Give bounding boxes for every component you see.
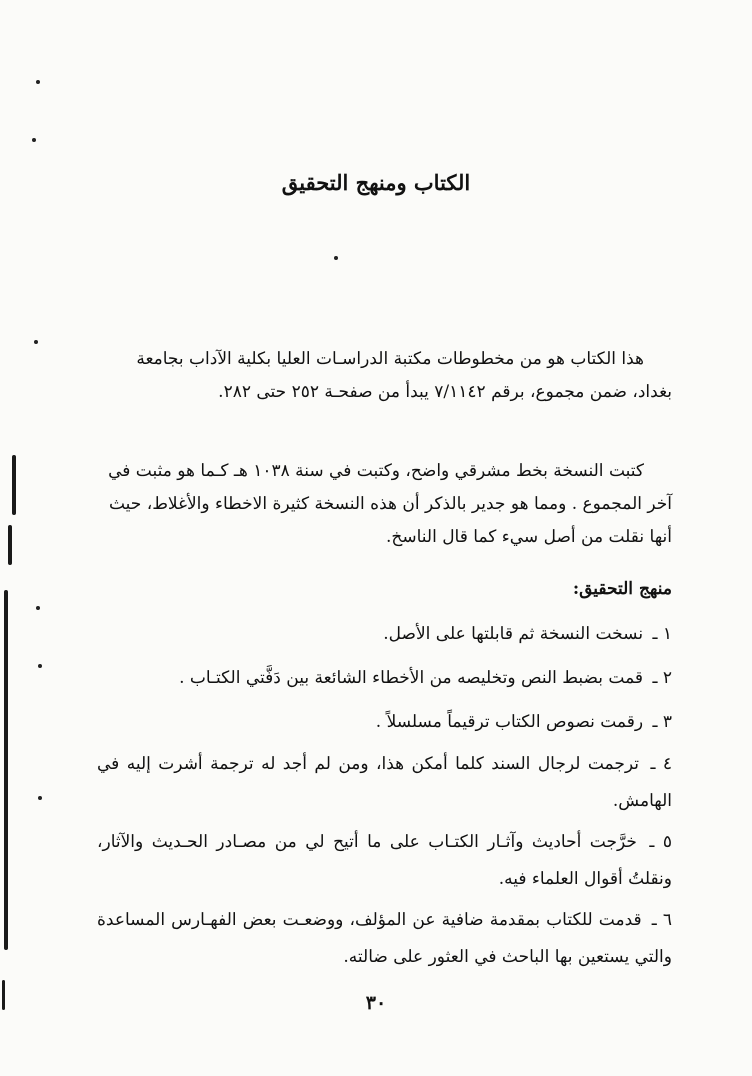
page-number: ٣٠ xyxy=(365,992,387,1014)
scan-dot xyxy=(38,664,42,668)
list-item-3 xyxy=(97,704,672,741)
list-item-4 xyxy=(97,746,672,820)
list-item-5 xyxy=(97,824,672,898)
scan-edge-mark xyxy=(8,525,12,565)
item-text: قدمت للكتاب بمقدمة ضافية عن المؤلف، ووضعـت بعض الفهـارس المساعدة والتي يستعين بها الباحث في العثور على ضالته. xyxy=(97,910,672,967)
scan-edge-mark xyxy=(12,455,16,515)
item-number: ٦ ـ xyxy=(651,910,672,930)
item-text: قمت بضبط النص وتخليصه من الأخطاء الشائعة بين دَفَّتي الكتـاب . xyxy=(179,668,644,688)
item-number: ٤ ـ xyxy=(650,754,673,774)
item-number: ٢ ـ xyxy=(652,668,672,688)
item-number: ١ ـ xyxy=(652,624,672,644)
page-title: الكتاب ومنهج التحقيق xyxy=(281,170,471,195)
scan-dot xyxy=(38,796,42,800)
item-text: نسخت النسخة ثم قابلتها على الأصل. xyxy=(383,624,644,644)
method-heading: منهج التحقيق: xyxy=(572,579,672,599)
scan-dot xyxy=(32,138,36,142)
paragraph-1: هذا الكتاب هو من مخطوطات مكتبة الدراسـات العليا بكلية الآداب بجامعة بغداد، ضمن مجموع، برقم ٧/١١٤٢ يبدأ من صفحـة ٢٥٢ حتى ٢٨٢. xyxy=(136,349,672,402)
scan-dot xyxy=(334,256,338,260)
paragraph-2: كتبت النسخة بخط مشرقي واضح، وكتبت في سنة ١٠٣٨ هـ كـما هو مثبت في آخر المجموع . ومما هو جدير بالذكر أن هذه النسخة كثيرة الاخطاء والأغلاط، حيث أنها نقلت من أصل سيء كما قال الناسخ. xyxy=(108,461,672,547)
item-number: ٣ ـ xyxy=(652,712,672,732)
list-item-2 xyxy=(97,660,672,697)
scan-dot xyxy=(36,606,40,610)
item-number: ٥ ـ xyxy=(649,832,673,852)
list-item-1 xyxy=(97,616,672,653)
scan-edge-mark xyxy=(2,980,5,1010)
scan-dot xyxy=(34,340,38,344)
item-text: رقمت نصوص الكتاب ترقيماً مسلسلاً . xyxy=(375,712,644,732)
item-text: خرَّجت أحاديث وآثـار الكتـاب على ما أتيح لي من مصـادر الحـديث والآثار، ونقلتُ أقوال العلماء فيه. xyxy=(97,832,672,889)
scan-edge-mark xyxy=(4,590,8,950)
scan-dot xyxy=(36,80,40,84)
list-item-6 xyxy=(97,902,672,976)
item-text: ترجمت لرجال السند كلما أمكن هذا، ومن لم أجد له ترجمة أشرت إليه في الهامش. xyxy=(97,754,672,811)
